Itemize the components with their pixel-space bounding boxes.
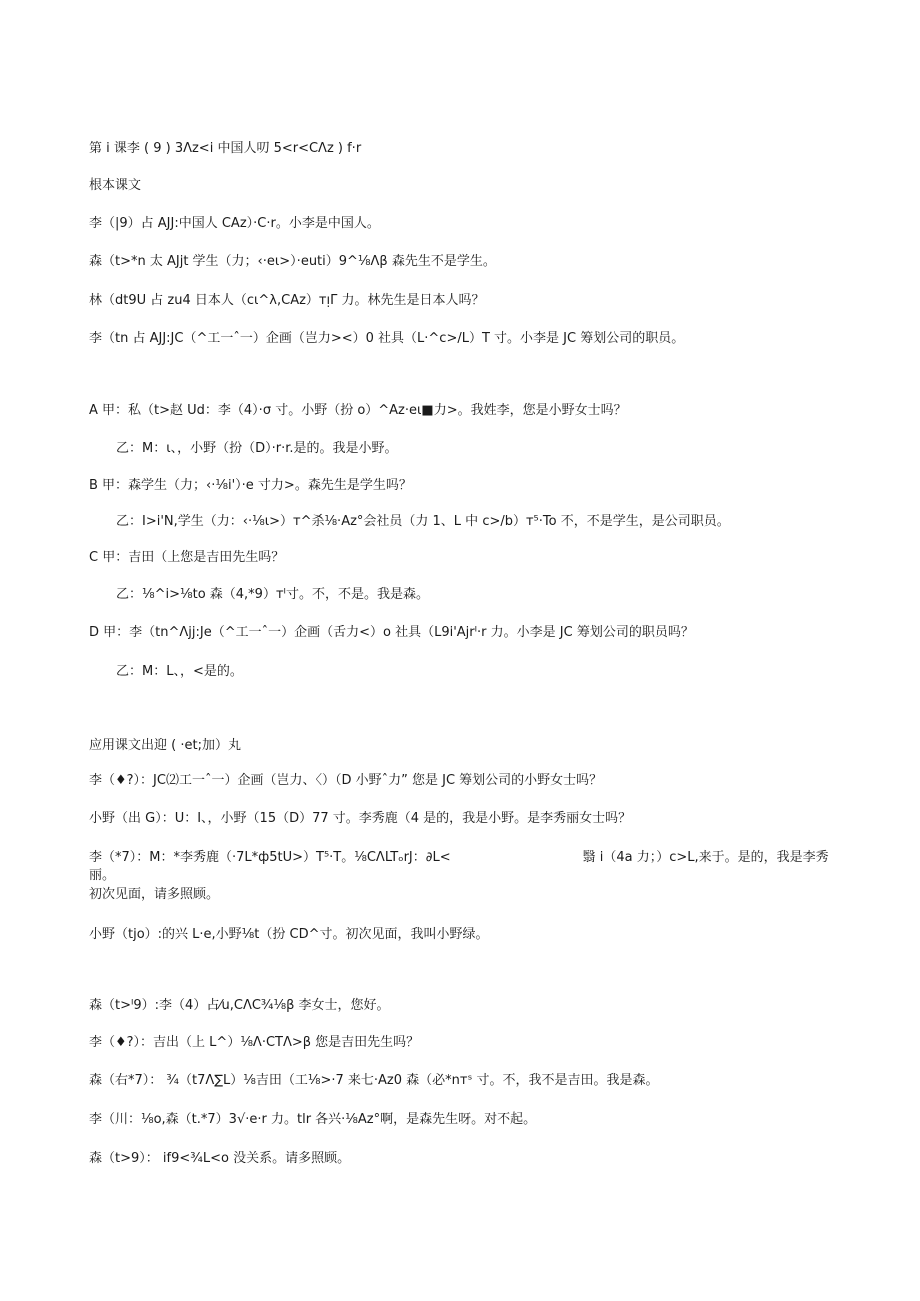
applied-line: 小野（出 G）：U：I、，小野（15（D）77 寸。李秀鹿（4 是的，我是小野。是李秀丽女士吗？ [89, 811, 632, 826]
dialog-line: C 甲：吉田（上您是吉田先生吗？ [89, 550, 285, 565]
applied-line: 李（♦?）：吉出（上 L^）⅛Λ·CTΛ>β 您是吉田先生吗？ [89, 1035, 420, 1050]
applied-line: 森（t>9）： if9<¾L<o 没关系。请多照顾。 [89, 1151, 351, 1166]
applied-line: 初次见面，请多照顾。 [89, 887, 220, 902]
dialog-line: B 甲：森学生（力；‹·⅛i'）·e 寸力>。森先生是学生吗？ [89, 478, 412, 493]
applied-line: 森（t>ᴵ9）:李（4）占⁄u,CΛC¾⅛β 李女士，您好。 [89, 998, 390, 1013]
applied-line: 小野（tjo）:的兴 L·e,小野⅛t（扮 CD^寸。初次见面，我叫小野绿。 [89, 927, 489, 942]
applied-line: 森（右*7）： ¾（t7Λ∑L）⅛吉田（工⅛>·7 来七·Az0 森（必*nᴛˢ 寸。不，我不是吉田。我是森。 [89, 1073, 659, 1088]
basic-text-heading: 根本课文 [89, 178, 142, 193]
dialog-line: 乙：M：ι、，小野（扮（D）·r·r.是的。我是小野。 [116, 441, 398, 456]
dialog-line: 乙：M：L、，<是的。 [116, 664, 243, 679]
applied-line-part: 李（*7）：M：*李秀鹿（·7L*ф5tU>）T⁵·T。⅛CΛLTₒrJ：∂L< [89, 850, 451, 865]
basic-sentence: 林（dt9U 占 zu4 日本人（cι^λ,CAz）ᴛᴉΓ 力。林先生是日本人吗？ [89, 293, 485, 308]
basic-sentence: 李（tn 占 AJJ:JC（^工一ˆ一）企画（岂力><）0 社具（L·^c>/L）T 寸。小李是 JC 筹划公司的职员。 [89, 331, 685, 346]
dialog-line: 乙：⅛^i>⅛to 森（4,*9）ᴛᴵ寸。不，不是。我是森。 [116, 587, 429, 602]
dialog-line: D 甲：李（tn^Λjj:Je（^工一ˆ一）企画（舌力<）o 社具（L9i'Ajrᴵ·r 力。小李是 JC 筹划公司的职员吗？ [89, 625, 694, 640]
dialog-line: A 甲：私（t>赵 Ud：李（4）·σ 寸。小野（扮 o）^Az·eι■力>。我姓李，您是小野女士吗？ [89, 403, 627, 418]
basic-sentence: 李（|9）占 AJJ:中国人 CAz）·C·r。小李是中国人。 [89, 216, 380, 231]
applied-line-part: 翳 i（4a 力；）c>L,来于。是的，我是李秀丽。 [89, 850, 829, 883]
basic-sentence: 森（t>*n 太 AJjt 学生（力；‹·eι>）·euti）9^⅛Λβ 森先生不是学生。 [89, 254, 496, 269]
lesson-title: 第 i 课李 ( 9 ) 3Λz<i 中国人叨 5<r<CΛz ) f·r [89, 141, 362, 156]
dialog-line: 乙：I>i'N,学生（力：‹·⅛ι>）ᴛ^杀⅛·Az°会社员（力 1、L 中 c>/b）ᴛ⁵·To 不，不是学生，是公司职员。 [116, 514, 730, 529]
applied-line-wrapped [89, 849, 829, 885]
applied-text-heading: 应用课文出迎 ( ·et;加）丸 [89, 738, 241, 753]
applied-line: 李（川：⅛o,森（t.*7）3√·e·r 力。tlr 各兴·⅛Az°啊，是森先生呀。对不起。 [89, 1112, 537, 1127]
applied-line: 李（♦?）：JC⑵工一ˆ一）企画（岂力、〈）（D 小野ˆ力” 您是 JC 筹划公司的小野女士吗？ [89, 773, 603, 788]
